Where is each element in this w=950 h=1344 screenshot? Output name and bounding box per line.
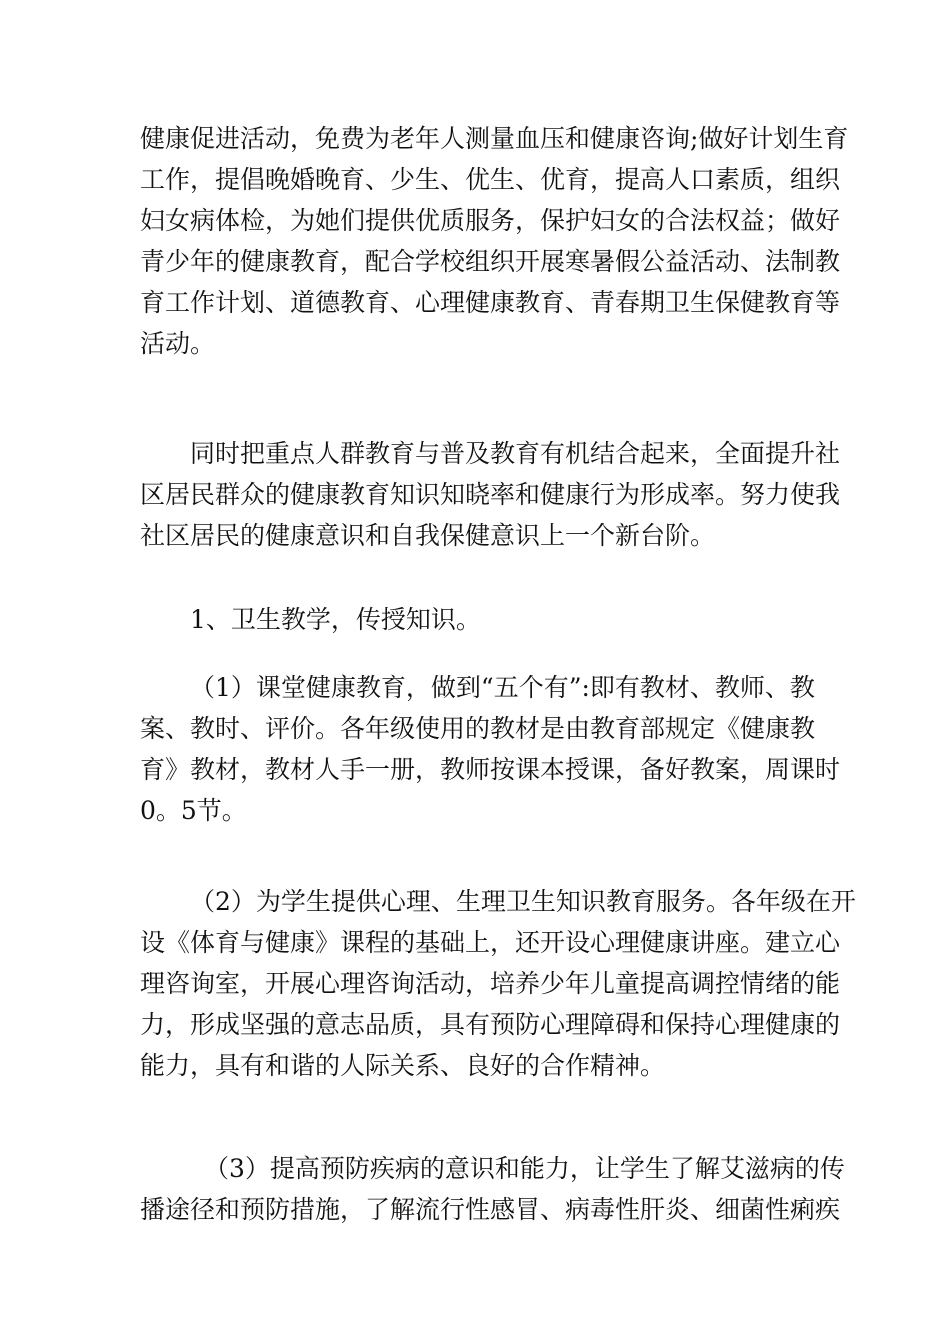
paragraph-line: （3）提高预防疾病的意识和能力，让学生了解艾滋病的传 (204, 1154, 845, 1183)
paragraph-line: 播途径和预防措施，了解流行性感冒、病毒性肝炎、细菌性痢疾 (140, 1195, 841, 1224)
item-psychology-physiology-services (140, 881, 856, 1086)
paragraph-line: 工作，提倡晚婚晚育、少生、优生、优育，提高人口素质，组织 (140, 165, 841, 194)
paragraph-line: 育工作计划、道德教育、心理健康教育、青春期卫生保健教育等 (140, 288, 841, 317)
paragraph-line: 力，形成坚强的意志品质，具有预防心理障碍和保持心理健康的 (140, 1010, 841, 1039)
paragraph-line: （2）为学生提供心理、生理卫生知识教育服务。各年级在开 (190, 887, 856, 916)
paragraph-line: 社区居民的健康意识和自我保健意识上一个新台阶。 (140, 521, 716, 550)
paragraph-line: 区居民群众的健康教育知识知晓率和健康行为形成率。努力使我 (140, 480, 841, 509)
paragraph-line: 同时把重点人群教育与普及教育有机结合起来，全面提升社 (190, 439, 841, 468)
paragraph-line: 理咨询室，开展心理咨询活动，培养少年儿童提高调控情绪的能 (140, 969, 841, 998)
paragraph-line: 活动。 (140, 329, 216, 358)
heading-line: 1、卫生教学，传授知识。 (190, 605, 481, 634)
section-heading-hygiene-teaching (140, 599, 812, 640)
paragraph-line: 案、教时、评价。各年级使用的教材是由教育部规定《健康教 (140, 714, 816, 743)
paragraph-line: 健康促进活动，免费为老年人测量血压和健康咨询;做好计划生育 (140, 124, 849, 153)
paragraph-line: （1）课堂健康教育，做到“五个有”:即有教材、教师、教 (190, 673, 815, 702)
paragraph-line: 设《体育与健康》课程的基础上，还开设心理健康讲座。建立心 (140, 928, 841, 957)
paragraph-line: 青少年的健康教育，配合学校组织开展寒暑假公益活动、法制教 (140, 247, 841, 276)
paragraph-combined-education (140, 433, 841, 556)
item-classroom-education (140, 667, 841, 831)
paragraph-line: 0。5节。 (140, 796, 247, 825)
paragraph-line: 育》教材，教材人手一册，教师按课本授课，备好教案，周课时 (140, 755, 841, 784)
paragraph-health-promotion (140, 118, 849, 364)
paragraph-line: 妇女病体检，为她们提供优质服务，保护妇女的合法权益；做好 (140, 206, 841, 235)
item-disease-prevention (140, 1148, 845, 1230)
paragraph-line: 能力，具有和谐的人际关系、良好的合作精神。 (140, 1051, 666, 1080)
